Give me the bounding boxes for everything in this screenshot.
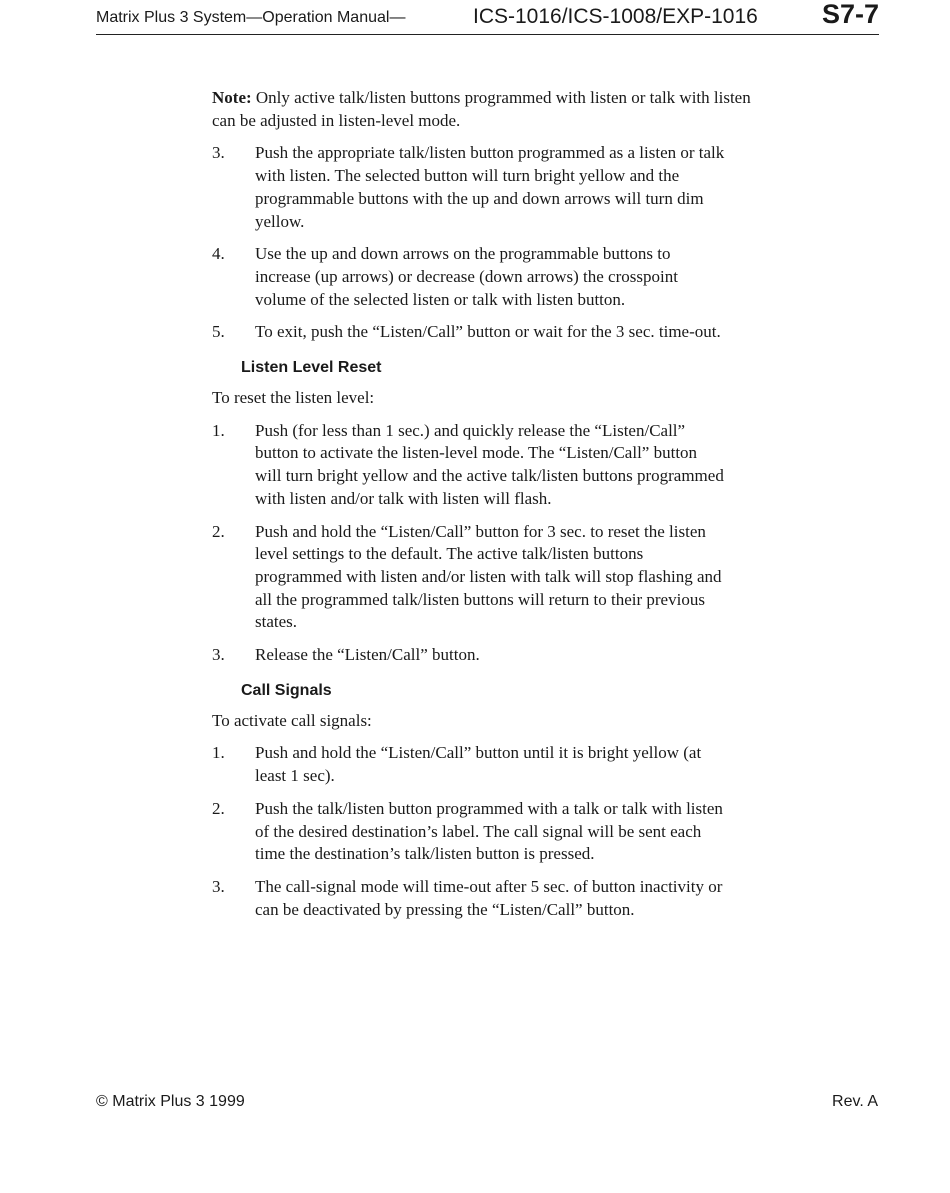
list-number: 2.: [212, 798, 225, 818]
revision: Rev. A: [832, 1093, 878, 1110]
note-paragraph: [212, 87, 772, 132]
list-item: [212, 521, 725, 635]
list-item: [212, 321, 725, 344]
section-heading-listen-level-reset: Listen Level Reset: [241, 359, 382, 377]
section-intro: To reset the listen level:: [212, 388, 375, 408]
manual-title: Matrix Plus 3 System—Operation Manual—: [96, 9, 406, 26]
list-number: 3.: [212, 645, 225, 665]
list-text: Push and hold the “Listen/Call” button for 3 sec. to reset the listen level settings to the default. The active talk/listen buttons programmed with listen and/or listen with talk will stop flashing and all the programmed talk/listen buttons will return to their previous states.: [255, 521, 722, 632]
list-item: [212, 876, 725, 921]
list-text: Use the up and down arrows on the programmable buttons to increase (up arrows) or decrease (down arrows) the crosspoint volume of the selected listen or talk with listen button.: [255, 244, 678, 309]
list-number: 1.: [212, 420, 225, 440]
list-item: [212, 420, 725, 511]
list-number: 1.: [212, 743, 225, 763]
page-number: S7-7: [821, 0, 879, 29]
list-text: Push the appropriate talk/listen button programmed as a listen or talk with listen. The selected button will turn bright yellow and the programmable buttons with the up and down arrows will turn dim yellow.: [255, 143, 725, 231]
section-intro: To activate call signals:: [212, 710, 372, 730]
list-item: [212, 798, 725, 866]
section-heading-call-signals: Call Signals: [241, 681, 332, 699]
page-header: [96, 0, 879, 35]
list-item: [212, 742, 725, 787]
list-number: 2.: [212, 521, 225, 541]
page-body: [212, 87, 772, 931]
list-text: Push and hold the “Listen/Call” button until it is bright yellow (at least 1 sec).: [255, 743, 702, 786]
model-title: ICS-1016/ICS-1008/EXP-1016: [473, 5, 758, 28]
list-item: [212, 644, 725, 667]
list-number: 3.: [212, 143, 225, 163]
note-text: Only active talk/listen buttons programmed with listen or talk with listen can be adjusted in listen-level mode.: [212, 88, 751, 130]
list-item: [212, 142, 725, 233]
list-number: 3.: [212, 876, 225, 896]
copyright: © Matrix Plus 3 1999: [96, 1093, 245, 1110]
list-number: 5.: [212, 322, 225, 342]
list-text: Push the talk/listen button programmed with a talk or talk with listen of the desired destination’s label. The call signal will be sent each time the destination’s talk/listen button is pressed.: [255, 798, 723, 864]
list-number: 4.: [212, 244, 225, 264]
list-item: [212, 243, 725, 311]
list-text: The call-signal mode will time-out after 5 sec. of button inactivity or can be deactivated by pressing the “Listen/Call” button.: [255, 876, 723, 919]
list-text: Release the “Listen/Call” button.: [255, 645, 480, 665]
list-text: To exit, push the “Listen/Call” button or wait for the 3 sec. time-out.: [255, 322, 721, 342]
note-label: Note:: [212, 88, 252, 107]
list-text: Push (for less than 1 sec.) and quickly release the “Listen/Call” button to activate the listen-level mode. The “Listen/Call” button will turn bright yellow and the active talk/listen buttons programmed with listen and/or talk with listen will flash.: [255, 420, 724, 508]
